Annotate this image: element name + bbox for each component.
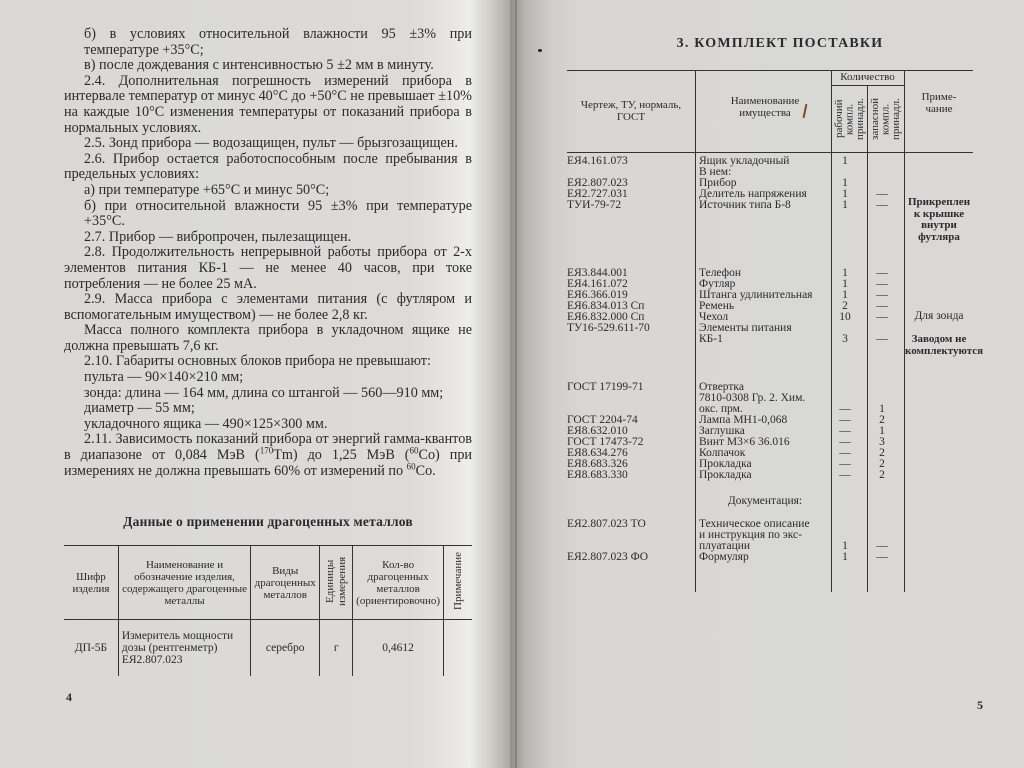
cell-code: ЕЯ6.834.013 Сп (567, 300, 645, 312)
cell-spare: 2 (879, 469, 885, 481)
col-header-code: Шифр изделия (64, 546, 118, 620)
col-header-note: Примечание (444, 546, 472, 620)
cell-name: Ремень (699, 300, 735, 312)
documentation-label: Документация: (727, 495, 803, 507)
table-row (64, 620, 472, 677)
col-header-unit: Единицы измерения (320, 546, 353, 620)
note-elements: Заводом не комплектуются (905, 333, 984, 357)
col-header-working: рабочий компл. принадл. (833, 98, 867, 140)
book-spine (515, 0, 517, 768)
paragraph: зонда: длина — 164 мм, длина со штангой — 560—910 мм; (84, 384, 444, 401)
cell-code: ТУ16-529.611-70 (567, 322, 650, 334)
col-header-name: Наименование и обозначение изделия, содержащего драгоценные металлы (118, 546, 250, 620)
cell-working: — (839, 447, 851, 459)
cell-code: ТУИ-79-72 (567, 199, 622, 211)
cell-code: ЕЯ8.683.326 (567, 458, 628, 470)
cell-code: ЕЯ8.632.010 (567, 425, 628, 437)
cell-spare: 3 (879, 436, 885, 448)
cell-code: ЕЯ3.844.001 (567, 267, 628, 279)
cell-working: 1 (842, 551, 848, 563)
cell-working: 2 (842, 300, 848, 312)
cell-unit: г (320, 620, 353, 677)
cell-name: Прокладка (699, 469, 752, 481)
table-row (567, 156, 973, 167)
note-chehol: Для зонда (914, 310, 964, 322)
cell-metal: серебро (251, 620, 320, 677)
cell-name: и инструкция по экс- (699, 529, 802, 541)
cell-code: ЕЯ2.727.031 (567, 188, 628, 200)
metals-table (64, 545, 472, 676)
cell-code: ЕЯ6.366.019 (567, 289, 628, 301)
cell-working: 1 (842, 177, 848, 189)
cell-name: Отвертка (699, 381, 744, 393)
cell-spare: — (876, 551, 888, 563)
table-row (567, 470, 973, 481)
cell-spare: 1 (879, 425, 885, 437)
paragraph-2-11: 2.11. Зависимость показаний прибора от энергий гамма-квантов в диапазоне от 0,084 МэВ ($^{170}$Tm) до 1,25 МэВ ($^{60}$Co) при измерениях не должна превышать 60% от измерений по $^{60}$Co. (64, 431, 473, 479)
section-title: 3. КОМПЛЕКТ ПОСТАВКИ (676, 36, 884, 51)
cell-name: Заглушка (699, 425, 745, 437)
paragraph: б) при относительной влажности 95 ±3% при температуре +35°С. (84, 197, 472, 230)
cell-name: Футляр (699, 278, 736, 290)
cell-working: — (839, 458, 851, 470)
cell-spare: — (876, 199, 888, 211)
cell-code: ЕЯ4.161.072 (567, 278, 628, 290)
cell-name: 7810-0308 Гр. 2. Хим. (699, 392, 806, 404)
cell-name: Штанга удлинительная (699, 289, 813, 301)
cell-code: ЕЯ8.634.276 (567, 447, 628, 459)
cell-name: КБ-1 (699, 333, 723, 345)
paragraph: укладочного ящика — 490×125×300 мм. (84, 415, 328, 432)
table-top-rule (567, 70, 973, 71)
cell-spare: — (876, 267, 888, 279)
cell-working: — (839, 414, 851, 426)
cell-name: Техническое описание (699, 518, 810, 530)
cell-name: плуатации (699, 540, 751, 552)
paragraph: 2.7. Прибор — вибропрочен, пылезащищен. (84, 228, 352, 245)
cell-code: ЕЯ4.161.073 (567, 155, 628, 167)
ink-speck (538, 49, 542, 52)
cell-name: Элементы питания (699, 322, 792, 334)
cell-name: Колпачок (699, 447, 746, 459)
cell-working: 1 (842, 289, 848, 301)
cell-note (444, 620, 472, 677)
cell-code: ГОСТ 17199-71 (567, 381, 644, 393)
cell-spare: — (876, 289, 888, 301)
paragraph: 2.8. Продолжительность непрерывной работы прибора от 2-х элементов питания КБ-1 — не менее 40 часов, при токе потребления — не более 25 мА. (64, 244, 472, 292)
cell-working: 1 (842, 155, 848, 167)
paragraph: в) после дождевания с интенсивностью 5 ±2 мм в минуту. (84, 57, 434, 74)
paragraph: 2.10. Габариты основных блоков прибора не превышают: (84, 353, 431, 370)
header-bottom-rule (567, 152, 973, 153)
cell-working: 1 (842, 540, 848, 552)
col-header-note: Приме-чание (921, 91, 957, 115)
cell-spare: — (876, 188, 888, 200)
cell-working: 1 (842, 199, 848, 211)
cell-code: ДП-5Б (64, 620, 118, 677)
cell-working: 10 (839, 311, 851, 323)
cell-working: — (839, 403, 851, 415)
cell-code: ЕЯ8.683.330 (567, 469, 628, 481)
col-header-quantity: Количество (840, 71, 895, 83)
cell-spare: — (876, 278, 888, 290)
col-header-spare: запасной компл. принадл. (869, 98, 903, 141)
cell-name: Прокладка (699, 458, 752, 470)
cell-name: В нем: (699, 166, 732, 178)
quantity-subrule (831, 85, 904, 86)
col-header-qty: Кол-во драгоценных металлов (ориентировочно) (353, 546, 444, 620)
paragraph: Масса полного комплекта прибора в укладочном ящике не должна превышать 7,6 кг. (64, 322, 472, 354)
cell-working: 1 (842, 278, 848, 290)
note-istochnik: Прикреплен к крышке внутри футляра (907, 196, 971, 243)
paragraph: диаметр — 55 мм; (84, 400, 195, 417)
table-row (567, 552, 973, 563)
metals-table-title: Данные о применении драгоценных металлов (123, 514, 413, 529)
cell-name: Источник типа Б-8 (699, 199, 791, 211)
cell-spare: — (876, 540, 888, 552)
cell-name: Измеритель мощности дозы (рентгенметр) ЕЯ2.807.023 (118, 620, 250, 677)
cell-code: ГОСТ 2204-74 (567, 414, 638, 426)
paragraph: б) в условиях относительной влажности 95 ±3% при температуре +35°С; (84, 26, 472, 58)
cell-name: Винт М3×6 36.016 (699, 436, 790, 448)
cell-spare: — (876, 311, 888, 323)
left-page-body (64, 27, 472, 479)
cell-working: 3 (842, 333, 848, 345)
paragraph: а) при температуре +65°С и минус 50°С; (84, 181, 330, 198)
table-row (567, 530, 973, 541)
col-header-name: Наименование имущества (730, 95, 800, 119)
cell-code: ЕЯ6.832.000 Сп (567, 311, 645, 323)
paragraph: 2.4. Дополнительная погрешность измерений прибора в интервале температур от минус 40°С до +50°С не превышает ±10% на каждые 10°С изменения температуры от показаний прибора в нормальных условиях. (64, 72, 472, 136)
paragraph: 2.5. Зонд прибора — водозащищен, пульт — брызгозащищен. (84, 135, 458, 152)
cell-code: ЕЯ2.807.023 ТО (567, 518, 646, 530)
cell-qty: 0,4612 (353, 620, 444, 677)
cell-working: — (839, 425, 851, 437)
cell-spare: 2 (879, 458, 885, 470)
delivery-set-table (567, 70, 984, 592)
col-header-metal: Виды драгоценных металлов (251, 546, 320, 620)
cell-name: Телефон (699, 267, 742, 279)
cell-spare: 1 (879, 403, 885, 415)
cell-name: Делитель напряжения (699, 188, 807, 200)
cell-code: ЕЯ2.807.023 ФО (567, 551, 649, 563)
cell-working: — (839, 469, 851, 481)
cell-name: Ящик укладочный (699, 155, 790, 167)
cell-name: окс. прм. (699, 403, 743, 415)
cell-working: 1 (842, 267, 848, 279)
cell-name: Чехол (699, 311, 729, 323)
cell-spare: — (876, 333, 888, 345)
cell-name: Формуляр (699, 551, 749, 563)
cell-name: Прибор (699, 177, 737, 189)
cell-name: Лампа МН1-0,068 (699, 414, 788, 426)
cell-spare: 2 (879, 447, 885, 459)
col-header-drawing: Чертеж, ТУ, нормаль, ГОСТ (580, 99, 682, 123)
cell-spare: — (876, 300, 888, 312)
metals-table-header (64, 546, 472, 620)
paragraph: 2.9. Масса прибора с элементами питания (с футляром и вспомогательным имуществом) — не более 2,8 кг. (64, 291, 472, 323)
page-number-left: 4 (66, 690, 72, 704)
cell-working: 1 (842, 188, 848, 200)
cell-code: ЕЯ2.807.023 (567, 177, 628, 189)
cell-code: ГОСТ 17473-72 (567, 436, 644, 448)
cell-working: — (839, 436, 851, 448)
page-number-right: 5 (977, 698, 983, 712)
cell-spare: 2 (879, 414, 885, 426)
table-row (567, 393, 973, 404)
paragraph: 2.6. Прибор остается работоспособным после пребывания в предельных условиях: (64, 150, 472, 183)
paragraph: пульта — 90×140×210 мм; (84, 369, 244, 386)
